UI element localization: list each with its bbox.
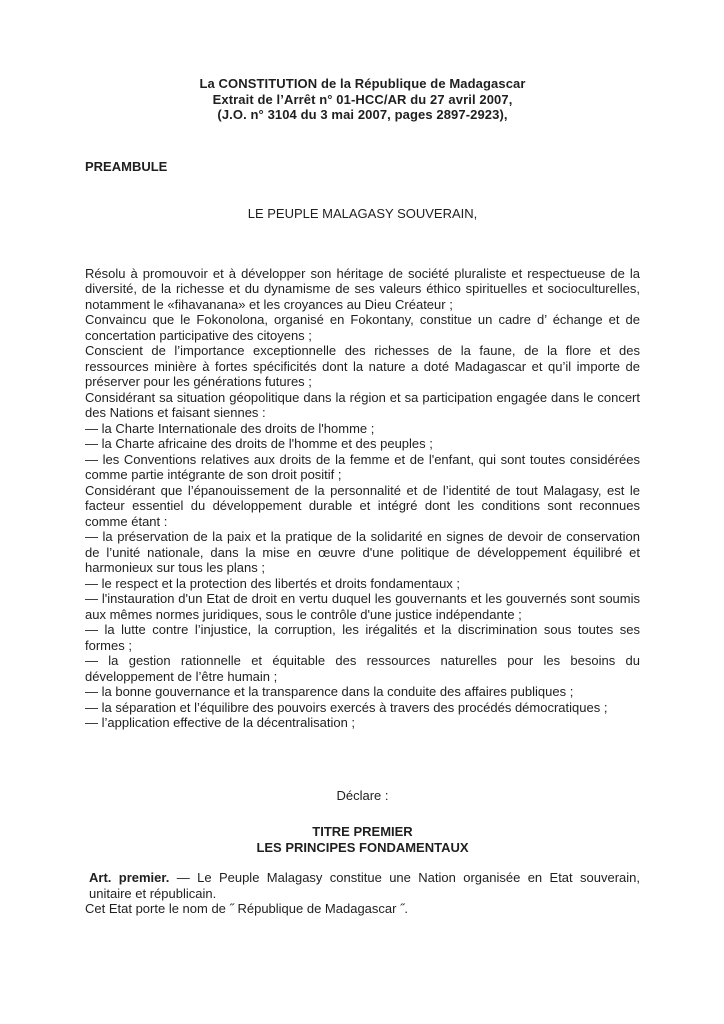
invocation-line: LE PEUPLE MALAGASY SOUVERAIN, [247,206,478,221]
article-premier-followup: Cet Etat porte le nom de ˝ République de Madagascar ˝. [85,901,409,916]
preamble-paragraph: Convaincu que le Fokonolona, organisé en Fokontany, constitue un cadre d’ échange et de concertation participative des citoyens ; [85,312,640,343]
preamble-paragraph: — la Charte africaine des droits de l'homme et des peuples ; [85,436,433,451]
article-premier-block [85,870,640,917]
article-premier-label: Art. premier. [89,870,170,885]
preamble-paragraph: — l'instauration d'un Etat de droit en vertu duquel les gouvernants et les gouvernés sont soumis aux mêmes normes juridiques, sous le contrôle d'une justice indépendante ; [85,591,640,622]
article-premier-text: Le Peuple Malagasy constitue une Nation organisée en Etat souverain, unitaire et républicain. [89,870,640,901]
preamble-paragraph: — l’application effective de la décentralisation ; [85,715,356,730]
document-title-line-1: La CONSTITUTION de la République de Madagascar [199,76,526,91]
preamble-paragraph: Considérant sa situation géopolitique dans la région et sa participation engagée dans le concert des Nations et faisant siennes : [85,389,640,420]
preamble-paragraph: — la lutte contre l’injustice, la corruption, les irégalités et la discrimination sous toutes ses formes ; [85,622,640,653]
preamble-paragraph: — la bonne gouvernance et la transparence dans la conduite des affaires publiques ; [85,684,574,699]
document-title-block [85,76,640,123]
preamble-paragraph: Résolu à promouvoir et à développer son héritage de société pluraliste et respectueuse de la diversité, de la richesse et du dynamisme de ses valeurs éthico spirituelles et socioculturelles, notamment le «fihavanana» et les croyances au Dieu Créateur ; [85,265,640,312]
title-premier-line-1: TITRE PREMIER [312,824,413,839]
title-premier-line-2: LES PRINCIPES FONDAMENTAUX [256,839,469,855]
title-premier-heading [85,824,640,855]
document-title-line-3: (J.O. n° 3104 du 3 mai 2007, pages 2897-2923), [217,107,508,122]
preamble-paragraph: — la Charte Internationale des droits de l'homme ; [85,420,375,436]
preamble-paragraph: — le respect et la protection des libertés et droits fondamentaux ; [85,575,461,591]
preamble-paragraph: Considérant que l’épanouissement de la personnalité et de l’identité de tout Malagasy, est le facteur essentiel du développement durable et intégré dont les conditions sont reconnues comme étant : [85,482,640,529]
preamble-paragraph: Conscient de l’importance exceptionnelle des richesses de la faune, de la flore et des ressources minière à fortes spécificités dont la nature a doté Madagascar et qu’il importe de préserver pour les générations futures ; [85,343,640,389]
preamble-paragraph: — la gestion rationnelle et équitable des ressources naturelles pour les besoins du développement de l’être humain ; [85,653,640,684]
preamble-paragraph: — les Conventions relatives aux droits de la femme et de l'enfant, qui sont toutes considérées comme partie intégrante de son droit positif ; [85,451,640,482]
document-title-line-2: Extrait de l’Arrêt n° 01-HCC/AR du 27 avril 2007, [212,91,513,107]
preamble-body [85,266,640,731]
declare-line: Déclare : [336,787,389,803]
preambule-heading: PREAMBULE [85,158,168,174]
preamble-paragraph: — la préservation de la paix et la pratique de la solidarité en signes de devoir de conservation de l’unité nationale, dans la mise en œuvre d'une politique de développement équilibré et harmonieux sur tous les plans ; [85,529,640,575]
article-premier-paragraph [85,870,640,901]
article-premier-separator: — [169,870,198,885]
preamble-paragraph: — la séparation et l’équilibre des pouvoirs exercés à travers des procédés démocratiques ; [85,699,608,715]
